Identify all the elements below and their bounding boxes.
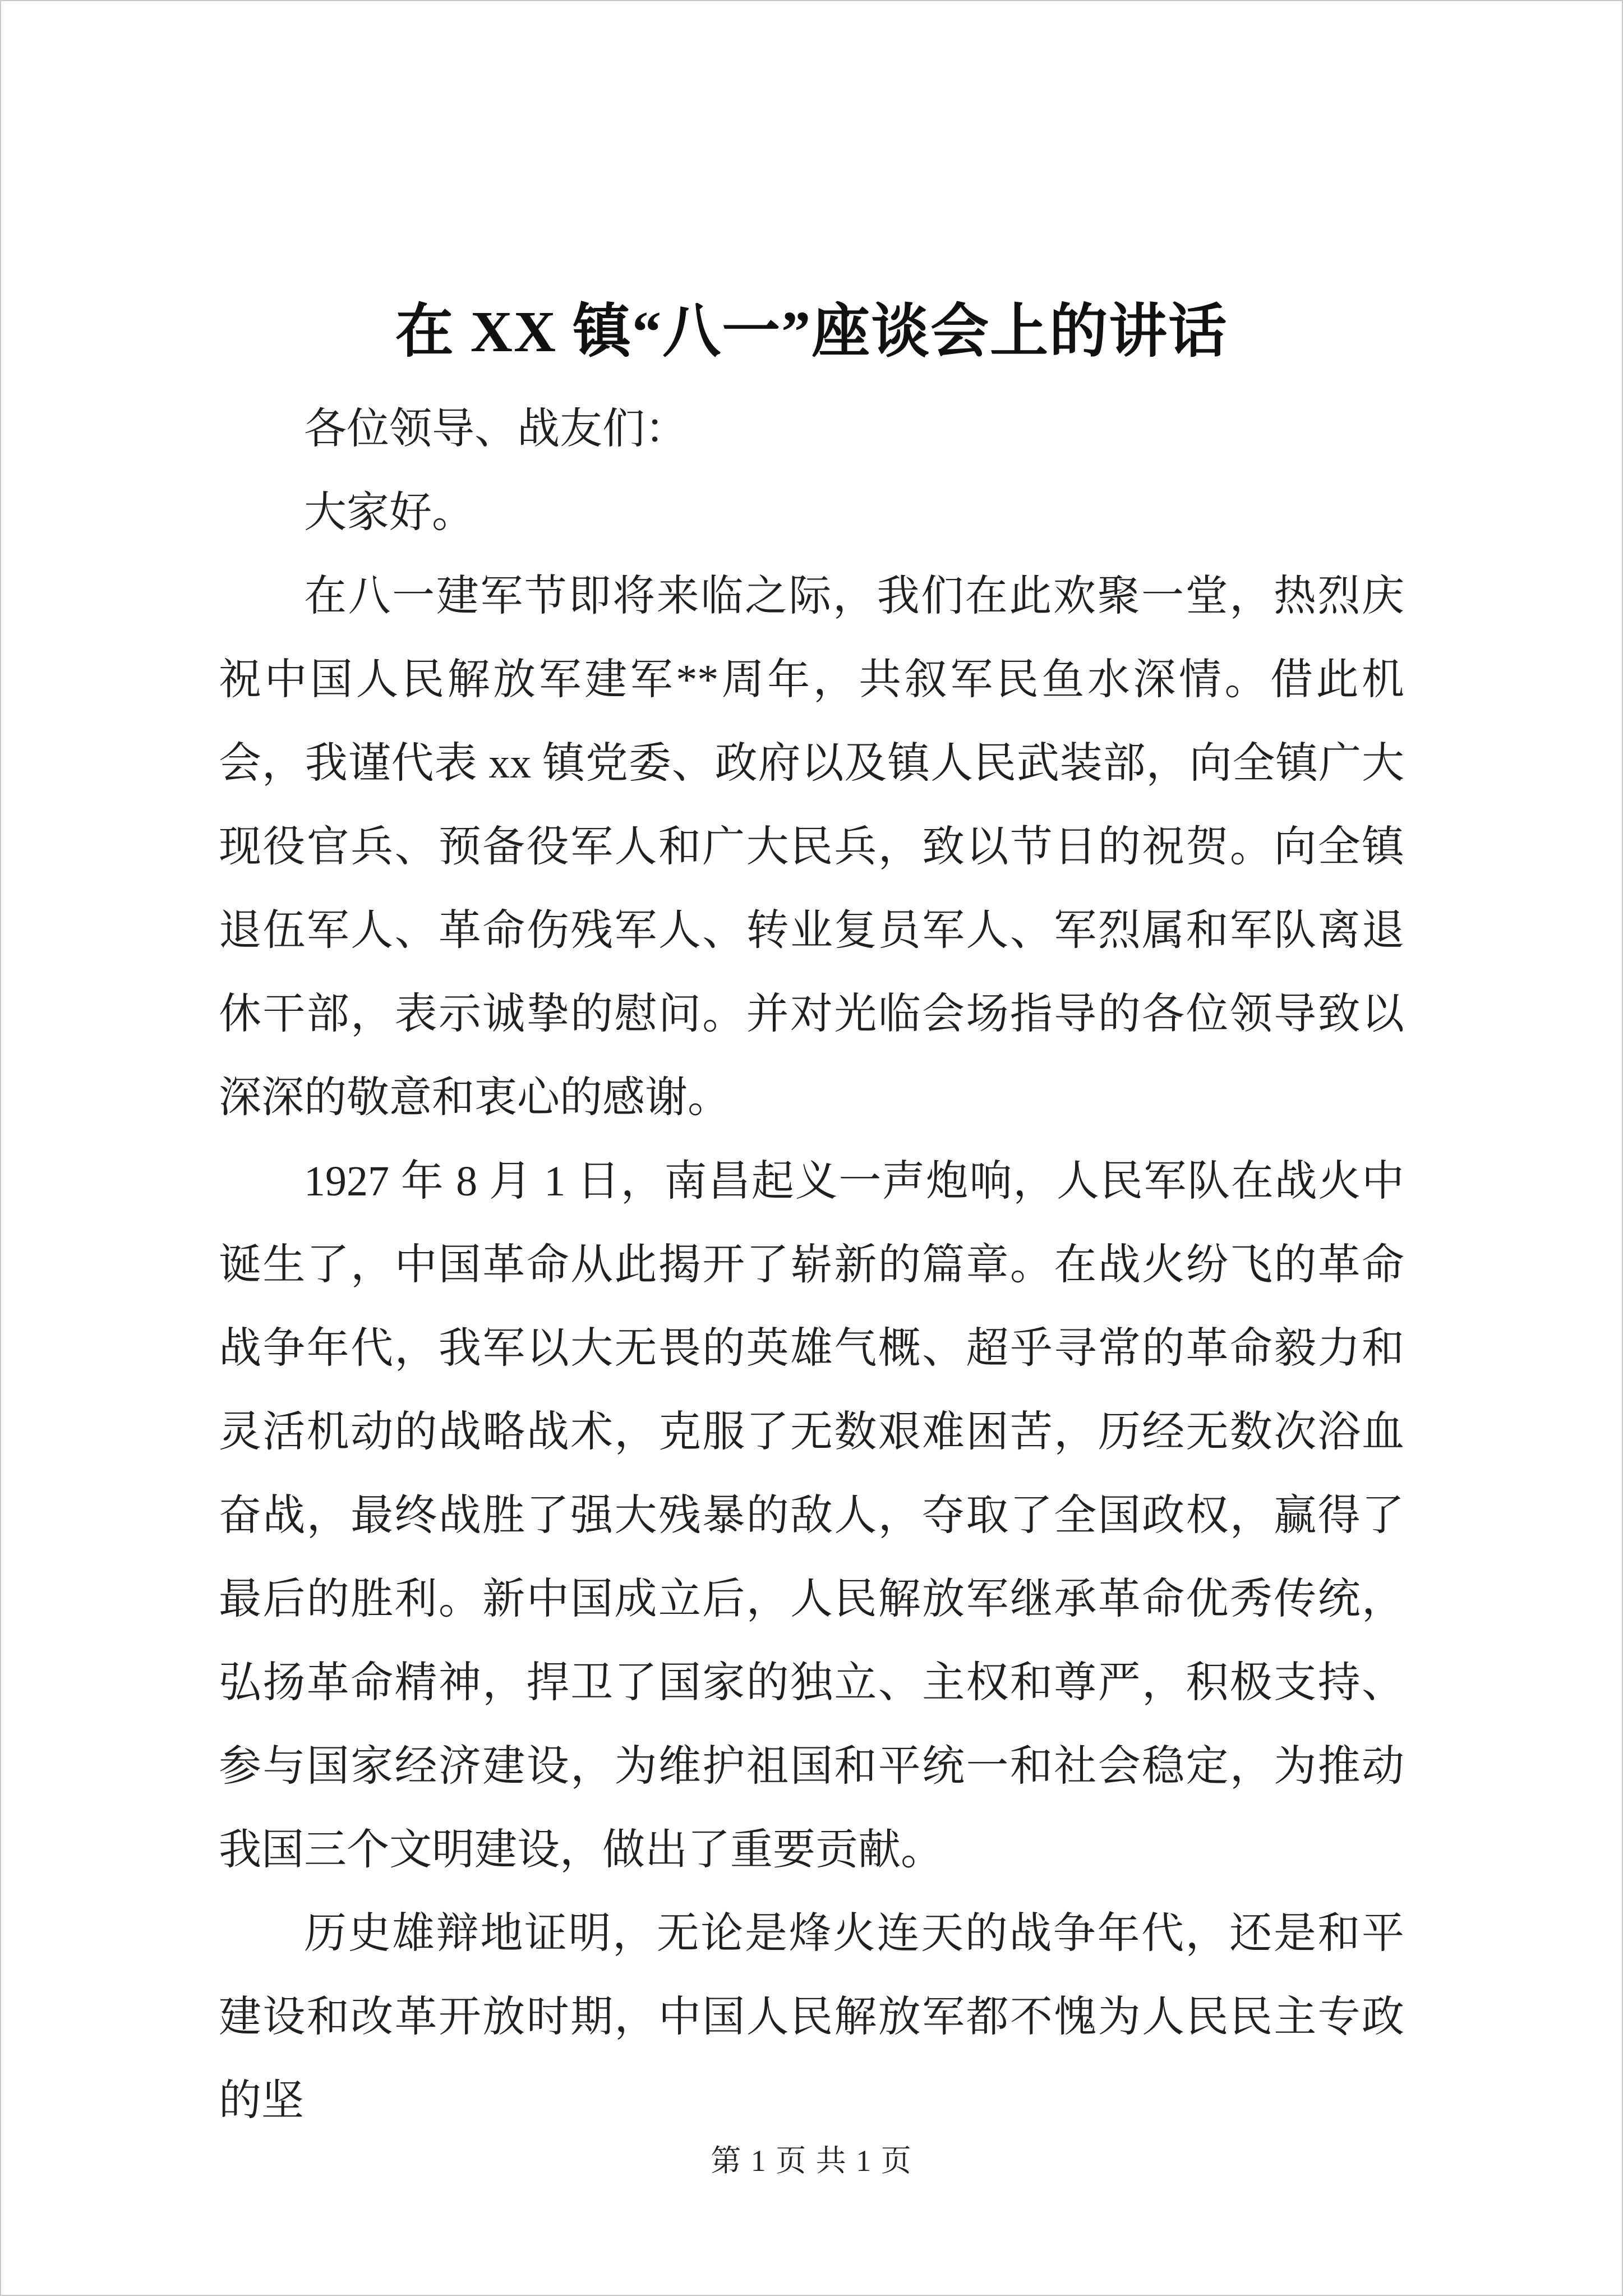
paragraph-body-2: 1927 年 8 月 1 日，南昌起义一声炮响，人民军队在战火中诞生了，中国革命从此揭开了崭新的篇章。在战火纷飞的革命战争年代，我军以大无畏的英雄气概、超乎寻常的革命毅力和灵活机动的战略战术，克服了无数艰难困苦，历经无数次浴血奋战，最终战胜了强大残暴的敌人，夺取了全国政权，赢得了最后的胜利。新中国成立后，人民解放军继承革命优秀传统，弘扬革命精神，捍卫了国家的独立、主权和尊严，积极支持、参与国家经济建设，为维护祖国和平统一和社会稳定，为推动我国三个文明建设，做出了重要贡献。 [219,1158,1404,1874]
paragraph-salutation: 各位领导、战友们： [304,406,688,453]
document-content [1,1,1622,2143]
document-title-text: 在 XX 镇“八一”座谈会上的讲话 [395,300,1228,364]
paragraph-body-3: 历史雄辩地证明，无论是烽火连天的战争年代，还是和平建设和改革开放时期，中国人民解放军都不愧为人民民主专政的坚 [219,1910,1404,2124]
paragraph-greeting: 大家好。 [304,489,474,536]
document-title [219,296,1404,369]
page-number-footer: 第 1 页 共 1 页 [711,2144,912,2178]
paragraph-body-1: 在八一建军节即将来临之际，我们在此欢聚一堂，热烈庆祝中国人民解放军建军**周年，共叙军民鱼水深情。借此机会，我谨代表 xx 镇党委、政府以及镇人民武装部，向全镇广大现役官兵、预备役军人和广大民兵，致以节日的祝贺。向全镇退伍军人、革命伤残军人、转业复员军人、军烈属和军队离退休干部，表示诚挚的慰问。并对光临会场指导的各位领导致以深深的敬意和衷心的感谢。 [219,573,1404,1121]
